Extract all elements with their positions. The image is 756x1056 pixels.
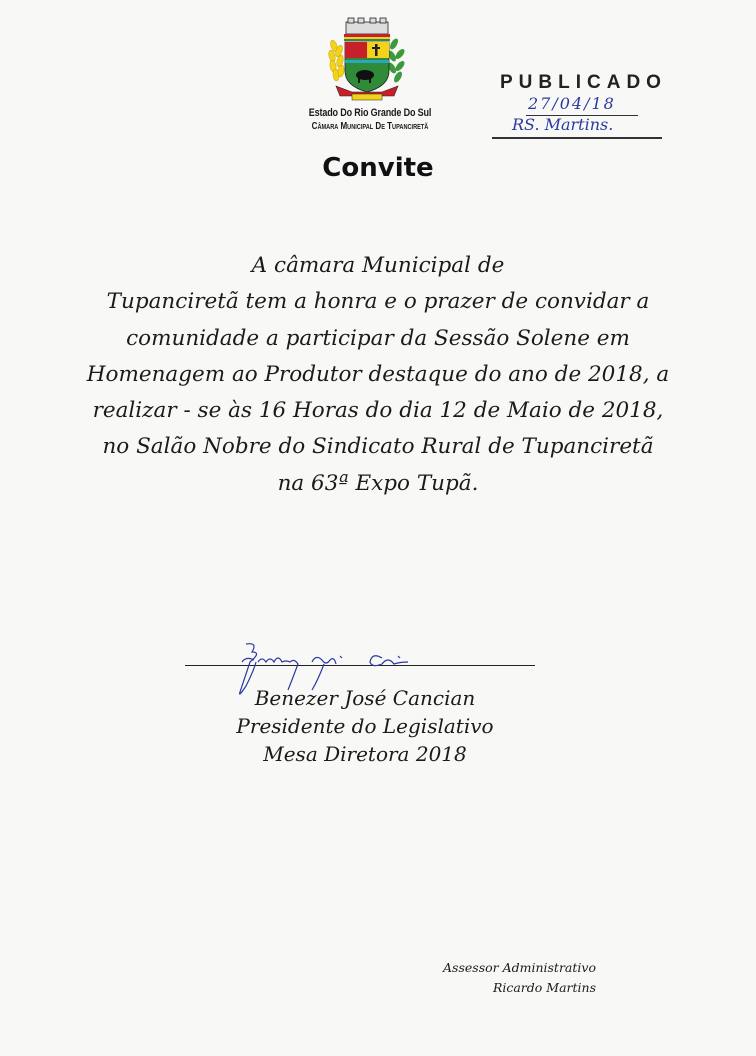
page-title: Convite: [322, 153, 434, 183]
coat-of-arms-icon: [322, 16, 412, 106]
body-line: realizar - se às 16 Horas do dia 12 de Maio de 2018,: [92, 398, 664, 424]
signatory-block: [200, 684, 530, 768]
handwritten-date: 27/04/18: [528, 94, 616, 113]
body-line: no Salão Nobre do Sindicato Rural de Tupanciretã: [102, 434, 654, 460]
signatory-board: Mesa Diretora 2018: [263, 742, 467, 766]
chamber-name: Câmara Municipal De Tupanciretã: [311, 121, 429, 132]
footer-credit: [380, 958, 596, 998]
body-line: Tupanciretã tem a honra e o prazer de convidar a: [106, 289, 650, 315]
handwritten-initials: RS. Martins.: [512, 115, 614, 134]
signatory-name: Benezer José Cancian: [254, 686, 476, 710]
signatory-role: Presidente do Legislativo: [236, 714, 494, 738]
body-line: A câmara Municipal de: [251, 253, 505, 278]
body-line: comunidade a participar da Sessão Solene em: [126, 325, 630, 351]
state-name: Estado Do Rio Grande Do Sul: [308, 107, 432, 119]
invitation-body: [60, 248, 696, 502]
footer-name: Ricardo Martins: [492, 980, 596, 995]
body-line: Homenagem ao Produtor destaque do ano de 2018, a: [86, 361, 670, 387]
stamp-name-underline: [492, 137, 662, 139]
body-line: na 63ª Expo Tupã.: [277, 470, 479, 496]
published-stamp: PUBLICADO: [500, 72, 667, 93]
footer-role: Assessor Administrativo: [443, 960, 596, 975]
